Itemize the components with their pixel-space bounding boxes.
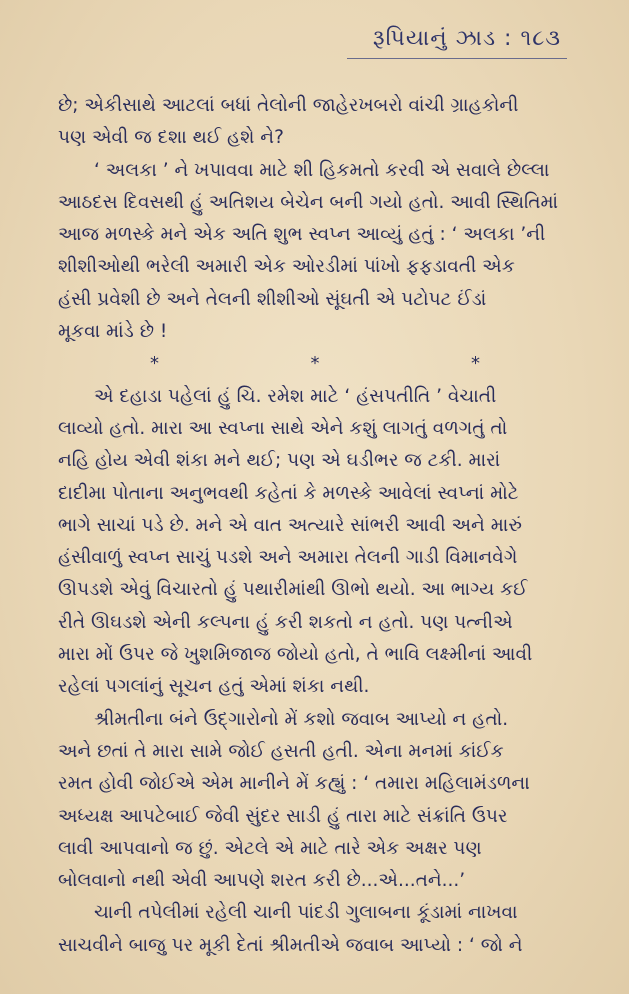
text-line: અને છતાં તે મારા સામે જોઈ હસતી હતી. એના મનમાં કાંઈક — [58, 740, 504, 762]
body-text — [58, 90, 578, 962]
text-line: રહેલાં પગલાંનું સૂચન હતું એમાં શંકા નથી. — [58, 676, 370, 698]
text-line: સાચવીને બાજુ પર મૂકી દેતાં શ્રીમતીએ જવાબ આપ્યો : ‘ જો ને — [58, 934, 523, 956]
separator-star: * — [310, 353, 320, 375]
text-line: છે; એકીસાથે આટલાં બધાં તેલોની જાહેરખબરો વાંચી ગ્રાહકોની — [58, 95, 519, 116]
text-line: આજ મળસ્કે મને એક અતિ શુભ સ્વપ્ન આવ્યું હતું : ‘ અલકા ’ની — [58, 224, 546, 246]
text-line: ‘ અલકા ’ ને ખપાવવા માટે શી હિકમતો કરવી એ સવાલે છેલ્લા — [94, 159, 550, 181]
text-line: શીશીઓથી ભરેલી અમારી એક ઓરડીમાં પાંખો ફફડાવતી એક — [58, 256, 515, 278]
separator-star: * — [150, 353, 159, 375]
text-line: મૂકવા માંડે છે ! — [58, 321, 168, 343]
text-line: પણ એવી જ દશા થઈ હશે ને? — [58, 127, 284, 149]
text-line: નહિ હોય એવી શંકા મને થઈ; પણ એ ઘડીભર જ ટકી. મારાં — [58, 450, 501, 472]
text-line: બોલવાનો નથી એવી આપણે શરત કરી છે...એ...તને...’ — [58, 870, 466, 892]
text-line: મારા મોં ઉપર જે ખુશમિજાજ જોયો હતો, તે ભાવિ લક્ષ્મીનાં આવી — [58, 644, 533, 666]
text-line: આઠદસ દિવસથી હું અતિશય બેચેન બની ગયો હતો. આવી સ્થિતિમાં — [58, 191, 559, 213]
separator-star: * — [471, 353, 480, 375]
text-line: હંસી પ્રવેશી છે અને તેલની શીશીઓ સૂંઘતી એ પટોપટ ઈંડાં — [58, 288, 487, 310]
running-head: રૂપિયાનું ઝાડ : ૧૮૩ — [372, 26, 561, 51]
text-line: લાવ્યો હતો. મારા આ સ્વપ્ના સાથે એને કશું લાગતું વળગતું તો — [58, 417, 508, 439]
text-line: હંસીવાળું સ્વપ્ન સાચું પડશે અને અમારા તેલની ગાડી વિમાનવેગે — [58, 547, 518, 569]
text-line: લાવી આપવાનો જ છું. એટલે એ માટે તારે એક અક્ષર પણ — [58, 837, 482, 859]
text-line: ઊપડશે એવું વિચારતો હું પથારીમાંથી ઊભો થયો. આ ભાગ્ય કઈ — [58, 579, 528, 601]
text-line: રમત હોવી જોઈએ એમ માનીને મેં કહ્યું : ‘ તમારા મહિલામંડળના — [58, 773, 530, 795]
text-line: શ્રીમતીના બંને ઉદ્ગારોનો મેં કશો જવાબ આપ્યો ન હતો. — [94, 708, 509, 730]
text-line: દાદીમા પોતાના અનુભવથી કહેતાં કે મળસ્કે આવેલાં સ્વપ્નાં મોટે — [58, 482, 519, 504]
text-line: અધ્યક્ષ આપટેબાઈ જેવી સુંદર સાડી હું તારા માટે સંક્રાંતિ ઉપર — [58, 805, 508, 827]
text-line: રીતે ઊઘડશે એની કલ્પના હું કરી શકતો ન હતો. પણ પત્નીએ — [58, 611, 513, 633]
text-line: ચાની તપેલીમાં રહેલી ચાની પાંદડી ગુલાબના કૂંડામાં નાખવા — [94, 902, 518, 924]
text-line: ભાગે સાચાં પડે છે. મને એ વાત અત્યારે સાંભરી આવી અને મારું — [58, 514, 522, 536]
text-line: એ દહાડા પહેલાં હું ચિ. રમેશ માટે ‘ હંસપતીતિ ’ વેચાતી — [94, 385, 497, 407]
section-separator — [150, 348, 480, 380]
header-rule — [347, 58, 567, 60]
